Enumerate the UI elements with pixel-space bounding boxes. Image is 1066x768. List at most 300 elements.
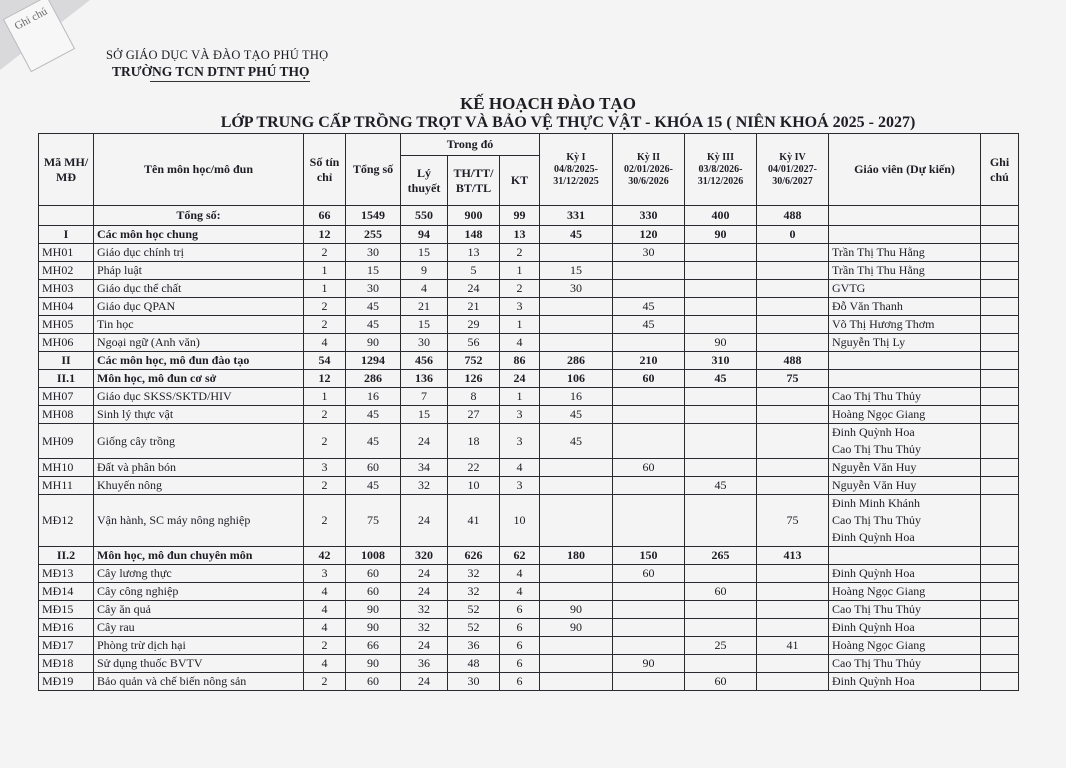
cell-note — [981, 244, 1019, 262]
cell-k4 — [757, 459, 829, 477]
cell-total: 45 — [346, 316, 401, 334]
cell-note — [981, 262, 1019, 280]
cell-code: MĐ17 — [39, 637, 94, 655]
col-teacher: Giáo viên (Dự kiến) — [829, 134, 981, 206]
cell-k1: 90 — [540, 619, 613, 637]
cell-name: Môn học, mô đun chuyên môn — [94, 547, 304, 565]
cell-k1 — [540, 316, 613, 334]
cell-exam: 62 — [500, 547, 540, 565]
cell-total: 90 — [346, 619, 401, 637]
cell-note — [981, 352, 1019, 370]
cell-code: MH01 — [39, 244, 94, 262]
cell-k3 — [685, 459, 757, 477]
cell-k2 — [613, 334, 685, 352]
cell-note — [981, 495, 1019, 547]
cell-theory: 32 — [401, 601, 448, 619]
cell-credits: 4 — [304, 583, 346, 601]
cell-credits: 3 — [304, 459, 346, 477]
cell-k3 — [685, 280, 757, 298]
cell-name: Giống cây trồng — [94, 424, 304, 459]
cell-k3: 25 — [685, 637, 757, 655]
cell-code: II.1 — [39, 370, 94, 388]
cell-practice: 5 — [448, 262, 500, 280]
cell-credits: 54 — [304, 352, 346, 370]
cell-theory: 136 — [401, 370, 448, 388]
cell-note — [981, 601, 1019, 619]
table-row — [39, 601, 1019, 619]
cell-total: 1008 — [346, 547, 401, 565]
cell-code: MH04 — [39, 298, 94, 316]
col-name: Tên môn học/mô đun — [94, 134, 304, 206]
teacher-name: Cao Thị Thu Thủy — [832, 656, 922, 670]
cell-practice: 36 — [448, 637, 500, 655]
cell-note — [981, 547, 1019, 565]
cell-k1: 45 — [540, 226, 613, 244]
cell-k2 — [613, 673, 685, 691]
teacher-name: Đinh Minh Khánh — [832, 496, 920, 510]
cell-code: MH07 — [39, 388, 94, 406]
cell-k2: 150 — [613, 547, 685, 565]
cell-name: Cây rau — [94, 619, 304, 637]
cell-total: 1549 — [346, 206, 401, 226]
cell-name: Các môn học chung — [94, 226, 304, 244]
cell-credits: 2 — [304, 244, 346, 262]
cell-exam: 1 — [500, 316, 540, 334]
cell-k3 — [685, 619, 757, 637]
cell-k3: 90 — [685, 226, 757, 244]
cell-k4 — [757, 424, 829, 459]
cell-theory: 24 — [401, 424, 448, 459]
cell-exam: 4 — [500, 334, 540, 352]
cell-exam: 6 — [500, 637, 540, 655]
cell-k3: 90 — [685, 334, 757, 352]
cell-credits: 42 — [304, 547, 346, 565]
cell-k1 — [540, 334, 613, 352]
cell-teacher — [829, 316, 981, 334]
cell-credits: 3 — [304, 565, 346, 583]
cell-k2 — [613, 619, 685, 637]
cell-k3 — [685, 298, 757, 316]
cell-k2 — [613, 424, 685, 459]
cell-total: 90 — [346, 601, 401, 619]
cell-code: MĐ13 — [39, 565, 94, 583]
cell-theory: 320 — [401, 547, 448, 565]
table-row — [39, 547, 1019, 565]
cell-k3: 45 — [685, 370, 757, 388]
cell-code: MĐ14 — [39, 583, 94, 601]
cell-exam: 24 — [500, 370, 540, 388]
cell-teacher — [829, 655, 981, 673]
cell-k1: 331 — [540, 206, 613, 226]
cell-k2: 60 — [613, 459, 685, 477]
cell-exam: 1 — [500, 262, 540, 280]
org-line-1: SỞ GIÁO DỤC VÀ ĐÀO TẠO PHÚ THỌ — [106, 48, 329, 62]
cell-practice: 52 — [448, 619, 500, 637]
cell-theory: 550 — [401, 206, 448, 226]
cell-note — [981, 298, 1019, 316]
cell-k4 — [757, 619, 829, 637]
cell-theory: 32 — [401, 619, 448, 637]
cell-code: II — [39, 352, 94, 370]
cell-k4 — [757, 565, 829, 583]
cell-k1: 16 — [540, 388, 613, 406]
teacher-name: Trần Thị Thu Hằng — [832, 263, 925, 277]
cell-code: MH10 — [39, 459, 94, 477]
cell-name: Pháp luật — [94, 262, 304, 280]
teacher-name: Võ Thị Hương Thơm — [832, 317, 935, 331]
cell-teacher — [829, 298, 981, 316]
cell-code: MH03 — [39, 280, 94, 298]
cell-k3 — [685, 565, 757, 583]
cell-k4: 75 — [757, 370, 829, 388]
cell-exam: 3 — [500, 406, 540, 424]
cell-name: Phòng trừ dịch hại — [94, 637, 304, 655]
cell-theory: 34 — [401, 459, 448, 477]
cell-k3 — [685, 655, 757, 673]
cell-theory: 7 — [401, 388, 448, 406]
cell-theory: 24 — [401, 637, 448, 655]
cell-k4: 488 — [757, 206, 829, 226]
teacher-name: Đinh Quỳnh Hoa — [832, 425, 915, 439]
cell-k4 — [757, 406, 829, 424]
cell-k1: 90 — [540, 601, 613, 619]
cell-exam: 3 — [500, 424, 540, 459]
cell-credits: 2 — [304, 298, 346, 316]
org-line-2: TRƯỜNG TCN DTNT PHÚ THỌ — [112, 64, 310, 79]
cell-code: MH08 — [39, 406, 94, 424]
cell-teacher — [829, 406, 981, 424]
cell-note — [981, 388, 1019, 406]
org-underline — [150, 81, 310, 82]
table-row — [39, 316, 1019, 334]
cell-code: MĐ18 — [39, 655, 94, 673]
table-row — [39, 565, 1019, 583]
cell-k3 — [685, 262, 757, 280]
teacher-name: Trần Thị Thu Hằng — [832, 245, 925, 259]
cell-teacher — [829, 334, 981, 352]
cell-note — [981, 226, 1019, 244]
cell-k4 — [757, 477, 829, 495]
table-row — [39, 619, 1019, 637]
cell-k2 — [613, 280, 685, 298]
cell-theory: 30 — [401, 334, 448, 352]
cell-code: I — [39, 226, 94, 244]
teacher-name: Đinh Quỳnh Hoa — [832, 566, 915, 580]
teacher-name: Nguyễn Thị Ly — [832, 335, 906, 349]
cell-teacher — [829, 262, 981, 280]
cell-practice: 41 — [448, 495, 500, 547]
cell-k4: 0 — [757, 226, 829, 244]
cell-total: 60 — [346, 565, 401, 583]
cell-k3 — [685, 406, 757, 424]
cell-k1 — [540, 495, 613, 547]
cell-code: II.2 — [39, 547, 94, 565]
table-row — [39, 262, 1019, 280]
cell-k4 — [757, 655, 829, 673]
cell-teacher — [829, 601, 981, 619]
cell-name: Khuyến nông — [94, 477, 304, 495]
col-k4: Kỳ IV 04/01/2027- 30/6/2027 — [757, 134, 829, 206]
cell-theory: 32 — [401, 477, 448, 495]
table-row — [39, 459, 1019, 477]
cell-credits: 66 — [304, 206, 346, 226]
cell-code: MH05 — [39, 316, 94, 334]
cell-code: MĐ19 — [39, 673, 94, 691]
cell-total: 16 — [346, 388, 401, 406]
teacher-name: Đỗ Văn Thanh — [832, 299, 903, 313]
cell-code: MĐ16 — [39, 619, 94, 637]
teacher-name: Cao Thị Thu Thủy — [832, 513, 922, 527]
cell-theory: 15 — [401, 406, 448, 424]
cell-note — [981, 424, 1019, 459]
cell-credits: 1 — [304, 262, 346, 280]
col-k2: Kỳ II 02/01/2026- 30/6/2026 — [613, 134, 685, 206]
cell-code: MH11 — [39, 477, 94, 495]
cell-theory: 9 — [401, 262, 448, 280]
cell-k1: 286 — [540, 352, 613, 370]
cell-practice: 148 — [448, 226, 500, 244]
cell-k4 — [757, 601, 829, 619]
cell-k4: 41 — [757, 637, 829, 655]
cell-teacher — [829, 547, 981, 565]
cell-k1 — [540, 477, 613, 495]
col-note: Ghi chú — [981, 134, 1019, 206]
cell-theory: 15 — [401, 316, 448, 334]
cell-note — [981, 334, 1019, 352]
cell-note — [981, 583, 1019, 601]
cell-code: MH02 — [39, 262, 94, 280]
col-group: Trong đó — [401, 134, 540, 156]
cell-practice: 48 — [448, 655, 500, 673]
table-row — [39, 477, 1019, 495]
cell-name: Giáo dục SKSS/SKTD/HIV — [94, 388, 304, 406]
cell-name: Cây công nghiệp — [94, 583, 304, 601]
table-row — [39, 583, 1019, 601]
cell-total: 255 — [346, 226, 401, 244]
cell-theory: 24 — [401, 583, 448, 601]
cell-practice: 126 — [448, 370, 500, 388]
cell-k1 — [540, 637, 613, 655]
cell-name: Giáo dục thể chất — [94, 280, 304, 298]
cell-teacher — [829, 619, 981, 637]
cell-k4 — [757, 388, 829, 406]
cell-total: 66 — [346, 637, 401, 655]
cell-theory: 456 — [401, 352, 448, 370]
cell-name: Sinh lý thực vật — [94, 406, 304, 424]
cell-total: 90 — [346, 655, 401, 673]
cell-credits: 2 — [304, 477, 346, 495]
col-theory: Lý thuyết — [401, 156, 448, 206]
cell-k1: 15 — [540, 262, 613, 280]
cell-code: MĐ12 — [39, 495, 94, 547]
cell-k3: 400 — [685, 206, 757, 226]
cell-practice: 626 — [448, 547, 500, 565]
col-practice: TH/TT/ BT/TL — [448, 156, 500, 206]
cell-k4: 75 — [757, 495, 829, 547]
cell-exam: 4 — [500, 583, 540, 601]
cell-k2 — [613, 388, 685, 406]
cell-teacher — [829, 226, 981, 244]
cell-theory: 24 — [401, 673, 448, 691]
teacher-name: Hoàng Ngọc Giang — [832, 584, 926, 598]
table-row — [39, 226, 1019, 244]
cell-total: 30 — [346, 244, 401, 262]
cell-k4 — [757, 298, 829, 316]
cell-k2 — [613, 495, 685, 547]
cell-k2 — [613, 583, 685, 601]
cell-total: 60 — [346, 583, 401, 601]
cell-k3: 60 — [685, 583, 757, 601]
cell-k3 — [685, 244, 757, 262]
cell-k4 — [757, 244, 829, 262]
cell-k3 — [685, 601, 757, 619]
cell-practice: 30 — [448, 673, 500, 691]
cell-teacher — [829, 352, 981, 370]
table-row — [39, 352, 1019, 370]
cell-k1: 45 — [540, 406, 613, 424]
cell-k2: 60 — [613, 565, 685, 583]
cell-practice: 52 — [448, 601, 500, 619]
cell-teacher — [829, 477, 981, 495]
cell-practice: 13 — [448, 244, 500, 262]
cell-theory: 24 — [401, 495, 448, 547]
teacher-name: Hoàng Ngọc Giang — [832, 638, 926, 652]
cell-teacher — [829, 583, 981, 601]
cell-name: Cây ăn quả — [94, 601, 304, 619]
cell-name: Tin học — [94, 316, 304, 334]
cell-total: 1294 — [346, 352, 401, 370]
cell-exam: 3 — [500, 298, 540, 316]
cell-credits: 12 — [304, 226, 346, 244]
cell-credits: 2 — [304, 637, 346, 655]
teacher-name: Đinh Quỳnh Hoa — [832, 530, 915, 544]
cell-teacher — [829, 424, 981, 459]
cell-teacher — [829, 495, 981, 547]
cell-k2: 120 — [613, 226, 685, 244]
cell-name: Tổng số: — [94, 206, 304, 226]
cell-k3 — [685, 316, 757, 334]
cell-exam: 6 — [500, 673, 540, 691]
teacher-name: Cao Thị Thu Thủy — [832, 442, 922, 456]
cell-k3: 45 — [685, 477, 757, 495]
cell-practice: 32 — [448, 565, 500, 583]
cell-k2: 90 — [613, 655, 685, 673]
cell-credits: 4 — [304, 619, 346, 637]
cell-note — [981, 206, 1019, 226]
cell-k3 — [685, 424, 757, 459]
cell-k2: 330 — [613, 206, 685, 226]
col-credits: Số tín chỉ — [304, 134, 346, 206]
cell-name: Giáo dục QPAN — [94, 298, 304, 316]
cell-k1: 30 — [540, 280, 613, 298]
cell-credits: 4 — [304, 334, 346, 352]
cell-total: 45 — [346, 298, 401, 316]
cell-name: Đất và phân bón — [94, 459, 304, 477]
cell-total: 30 — [346, 280, 401, 298]
cell-teacher — [829, 244, 981, 262]
cell-k2: 30 — [613, 244, 685, 262]
cell-exam: 6 — [500, 619, 540, 637]
cell-practice: 27 — [448, 406, 500, 424]
sticky-note: Ghi chú — [3, 0, 75, 72]
cell-name: Giáo dục chính trị — [94, 244, 304, 262]
table-row — [39, 424, 1019, 459]
cell-teacher — [829, 673, 981, 691]
cell-k4 — [757, 673, 829, 691]
cell-practice: 32 — [448, 583, 500, 601]
cell-total: 60 — [346, 673, 401, 691]
cell-note — [981, 459, 1019, 477]
cell-credits: 2 — [304, 316, 346, 334]
cell-name: Cây lương thực — [94, 565, 304, 583]
cell-theory: 21 — [401, 298, 448, 316]
cell-k2 — [613, 477, 685, 495]
cell-exam: 4 — [500, 565, 540, 583]
cell-name: Vận hành, SC máy nông nghiệp — [94, 495, 304, 547]
cell-k2 — [613, 262, 685, 280]
cell-k2 — [613, 601, 685, 619]
cell-k4 — [757, 583, 829, 601]
cell-exam: 3 — [500, 477, 540, 495]
cell-teacher — [829, 370, 981, 388]
cell-k4 — [757, 334, 829, 352]
table-row — [39, 280, 1019, 298]
cell-exam: 2 — [500, 280, 540, 298]
cell-k3: 310 — [685, 352, 757, 370]
cell-teacher — [829, 637, 981, 655]
cell-practice: 900 — [448, 206, 500, 226]
cell-practice: 21 — [448, 298, 500, 316]
cell-practice: 752 — [448, 352, 500, 370]
cell-teacher — [829, 565, 981, 583]
table-row — [39, 334, 1019, 352]
cell-note — [981, 655, 1019, 673]
table-row — [39, 206, 1019, 226]
cell-total: 75 — [346, 495, 401, 547]
cell-teacher — [829, 206, 981, 226]
cell-code: MH09 — [39, 424, 94, 459]
cell-theory: 36 — [401, 655, 448, 673]
teacher-name: Nguyễn Văn Huy — [832, 460, 917, 474]
table-row — [39, 244, 1019, 262]
cell-k4 — [757, 316, 829, 334]
cell-practice: 8 — [448, 388, 500, 406]
cell-k3: 60 — [685, 673, 757, 691]
cell-exam: 2 — [500, 244, 540, 262]
cell-practice: 24 — [448, 280, 500, 298]
cell-k1 — [540, 655, 613, 673]
cell-k4: 413 — [757, 547, 829, 565]
cell-k3 — [685, 495, 757, 547]
cell-credits: 4 — [304, 601, 346, 619]
cell-note — [981, 565, 1019, 583]
cell-total: 45 — [346, 477, 401, 495]
cell-name: Bảo quản và chế biến nông sản — [94, 673, 304, 691]
cell-theory: 24 — [401, 565, 448, 583]
cell-note — [981, 619, 1019, 637]
cell-k1: 180 — [540, 547, 613, 565]
table-row — [39, 388, 1019, 406]
cell-k3: 265 — [685, 547, 757, 565]
table-row — [39, 655, 1019, 673]
cell-note — [981, 406, 1019, 424]
cell-note — [981, 637, 1019, 655]
cell-total: 60 — [346, 459, 401, 477]
teacher-name: Cao Thị Thu Thủy — [832, 602, 922, 616]
cell-practice: 10 — [448, 477, 500, 495]
table-row — [39, 673, 1019, 691]
cell-note — [981, 673, 1019, 691]
